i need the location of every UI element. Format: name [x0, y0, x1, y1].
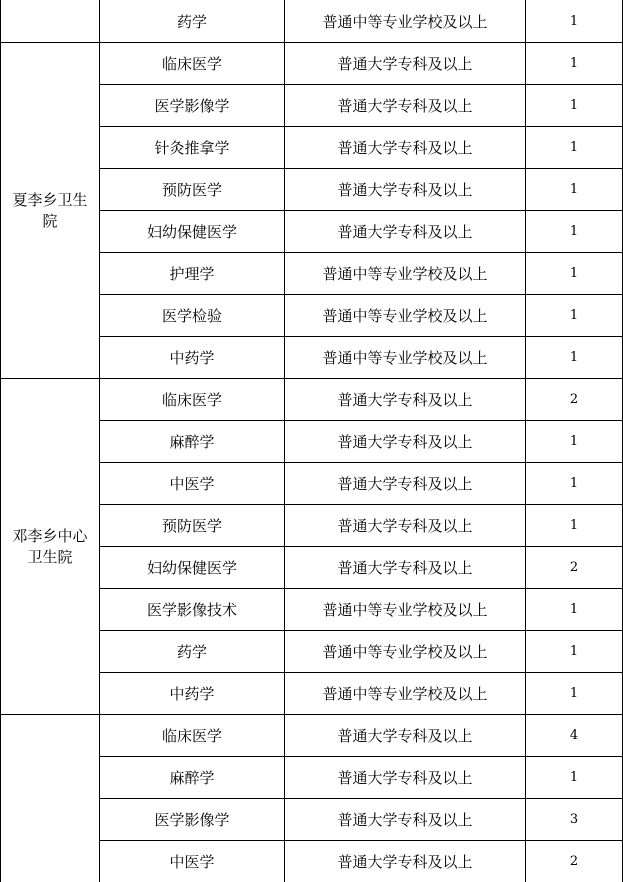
unit-name-cell: 邓李乡中心卫生院 — [12, 526, 88, 566]
count-cell: 1 — [569, 685, 579, 701]
count-cell: 1 — [569, 769, 579, 785]
count-cell: 1 — [569, 265, 579, 281]
education-cell: 普通大学专科及以上 — [337, 726, 473, 745]
unit-name-cell: 夏李乡卫生院 — [12, 190, 88, 230]
count-cell: 1 — [569, 433, 579, 449]
education-cell: 普通中等专业学校及以上 — [322, 684, 488, 703]
major-cell: 临床医学 — [161, 54, 222, 73]
count-cell: 1 — [569, 97, 579, 113]
count-cell: 1 — [569, 307, 579, 323]
count-cell: 1 — [569, 181, 579, 197]
education-cell: 普通中等专业学校及以上 — [322, 306, 488, 325]
count-cell: 1 — [569, 55, 579, 71]
unit-name-cell — [1, 715, 99, 882]
count-cell: 1 — [569, 139, 579, 155]
count-cell: 1 — [569, 643, 579, 659]
education-cell: 普通大学专科及以上 — [337, 432, 473, 451]
major-cell: 麻醉学 — [169, 768, 215, 787]
count-cell: 1 — [569, 517, 579, 533]
unit-name-cell — [1, 1, 99, 42]
count-cell: 2 — [569, 391, 579, 407]
major-cell: 医学检验 — [161, 306, 222, 325]
count-cell: 1 — [569, 13, 579, 29]
major-cell: 药学 — [176, 12, 207, 31]
major-cell: 中药学 — [169, 684, 215, 703]
count-cell: 2 — [569, 559, 579, 575]
education-cell: 普通大学专科及以上 — [337, 474, 473, 493]
education-cell: 普通中等专业学校及以上 — [322, 348, 488, 367]
major-cell: 麻醉学 — [169, 432, 215, 451]
major-cell: 妇幼保健医学 — [146, 222, 237, 241]
count-cell: 1 — [569, 223, 579, 239]
count-cell: 2 — [569, 853, 579, 869]
count-cell: 1 — [569, 475, 579, 491]
major-cell: 临床医学 — [161, 726, 222, 745]
major-cell: 医学影像学 — [154, 810, 230, 829]
education-cell: 普通大学专科及以上 — [337, 138, 473, 157]
education-cell: 普通大学专科及以上 — [337, 558, 473, 577]
education-cell: 普通大学专科及以上 — [337, 768, 473, 787]
education-cell: 普通大学专科及以上 — [337, 516, 473, 535]
education-cell: 普通大学专科及以上 — [337, 54, 473, 73]
major-cell: 妇幼保健医学 — [146, 558, 237, 577]
major-cell: 临床医学 — [161, 390, 222, 409]
education-cell: 普通中等专业学校及以上 — [322, 264, 488, 283]
education-cell: 普通大学专科及以上 — [337, 852, 473, 871]
major-cell: 医学影像学 — [154, 96, 230, 115]
major-cell: 预防医学 — [161, 180, 222, 199]
major-cell: 护理学 — [169, 264, 215, 283]
count-cell: 4 — [569, 727, 579, 743]
major-cell: 药学 — [176, 642, 207, 661]
education-cell: 普通大学专科及以上 — [337, 180, 473, 199]
education-cell: 普通大学专科及以上 — [337, 390, 473, 409]
education-cell: 普通中等专业学校及以上 — [322, 12, 488, 31]
major-cell: 中药学 — [169, 348, 215, 367]
count-cell: 3 — [569, 811, 579, 827]
education-cell: 普通中等专业学校及以上 — [322, 600, 488, 619]
major-cell: 预防医学 — [161, 516, 222, 535]
education-cell: 普通大学专科及以上 — [337, 96, 473, 115]
major-cell: 中医学 — [169, 474, 215, 493]
major-cell: 医学影像技术 — [146, 600, 237, 619]
major-cell: 针灸推拿学 — [154, 138, 230, 157]
education-cell: 普通中等专业学校及以上 — [322, 642, 488, 661]
count-cell: 1 — [569, 601, 579, 617]
education-cell: 普通大学专科及以上 — [337, 222, 473, 241]
count-cell: 1 — [569, 349, 579, 365]
major-cell: 中医学 — [169, 852, 215, 871]
education-cell: 普通大学专科及以上 — [337, 810, 473, 829]
